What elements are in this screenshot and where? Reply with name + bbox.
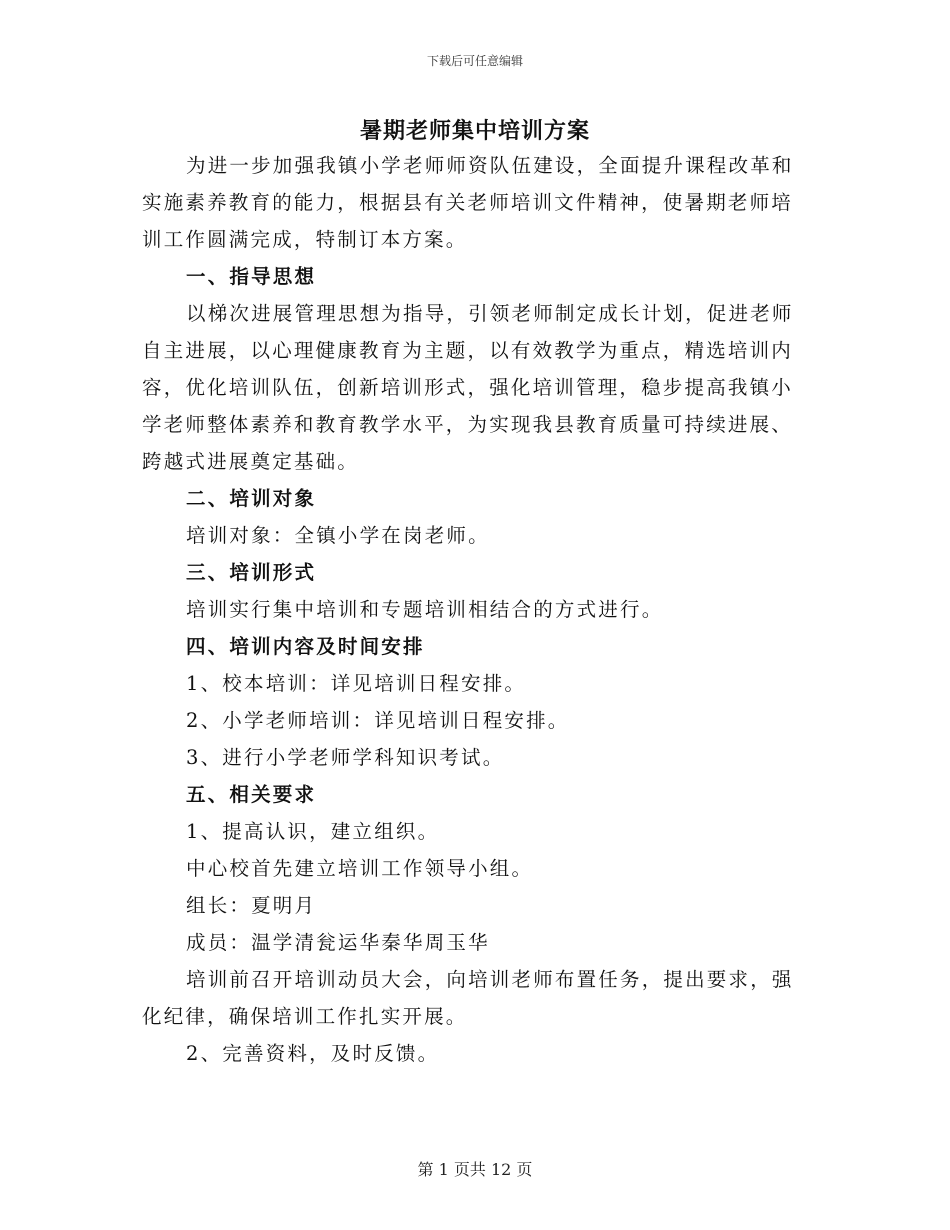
intro-paragraph: 为进一步加强我镇小学老师师资队伍建设，全面提升课程改革和实施素养教育的能力，根据县有关老师培训文件精神，使暑期老师培训工作圆满完成，特制订本方案。 <box>142 154 794 251</box>
list-item: 1、校本培训：详见培训日程安排。 <box>186 672 527 695</box>
document-body <box>142 147 802 1072</box>
page-number: 第 1 页共 12 页 <box>417 1160 533 1179</box>
leadership-group-line: 中心校首先建立培训工作领导小组。 <box>186 857 534 880</box>
mobilization-paragraph: 培训前召开培训动员大会，向培训老师布置任务，提出要求，强化纪律，确保培训工作扎实开展。 <box>142 968 794 1028</box>
section-heading-guiding-idea: 一、指导思想 <box>186 265 317 288</box>
list-item: 2、小学老师培训：详见培训日程安排。 <box>186 709 570 732</box>
guiding-idea-paragraph: 以梯次进展管理思想为指导，引领老师制定成长计划，促进老师自主进展，以心理健康教育为主题，以有效教学为重点，精选培训内容，优化培训队伍，创新培训形式，强化培训管理，稳步提高我镇小学老师整体素养和教育教学水平，为实现我县教育质量可持续进展、跨越式进展奠定基础。 <box>142 302 794 473</box>
section-heading-training-form: 三、培训形式 <box>186 561 317 584</box>
section-heading-content-schedule: 四、培训内容及时间安排 <box>186 635 425 658</box>
requirement-item-2: 2、完善资料，及时反馈。 <box>186 1042 440 1065</box>
requirement-item-1: 1、提高认识，建立组织。 <box>186 820 440 843</box>
training-form-paragraph: 培训实行集中培训和专题培训相结合的方式进行。 <box>186 598 664 621</box>
section-heading-requirements: 五、相关要求 <box>186 783 317 806</box>
document-title: 暑期老师集中培训方案 <box>359 118 590 144</box>
page-header-note: 下载后可任意编辑 <box>426 54 523 68</box>
group-leader-line: 组长：夏明月 <box>186 894 317 917</box>
section-heading-training-target: 二、培训对象 <box>186 487 317 510</box>
list-item: 3、进行小学老师学科知识考试。 <box>186 746 505 769</box>
group-members-line: 成员：温学清瓮运华秦华周玉华 <box>186 931 490 954</box>
training-target-paragraph: 培训对象：全镇小学在岗老师。 <box>186 524 490 547</box>
